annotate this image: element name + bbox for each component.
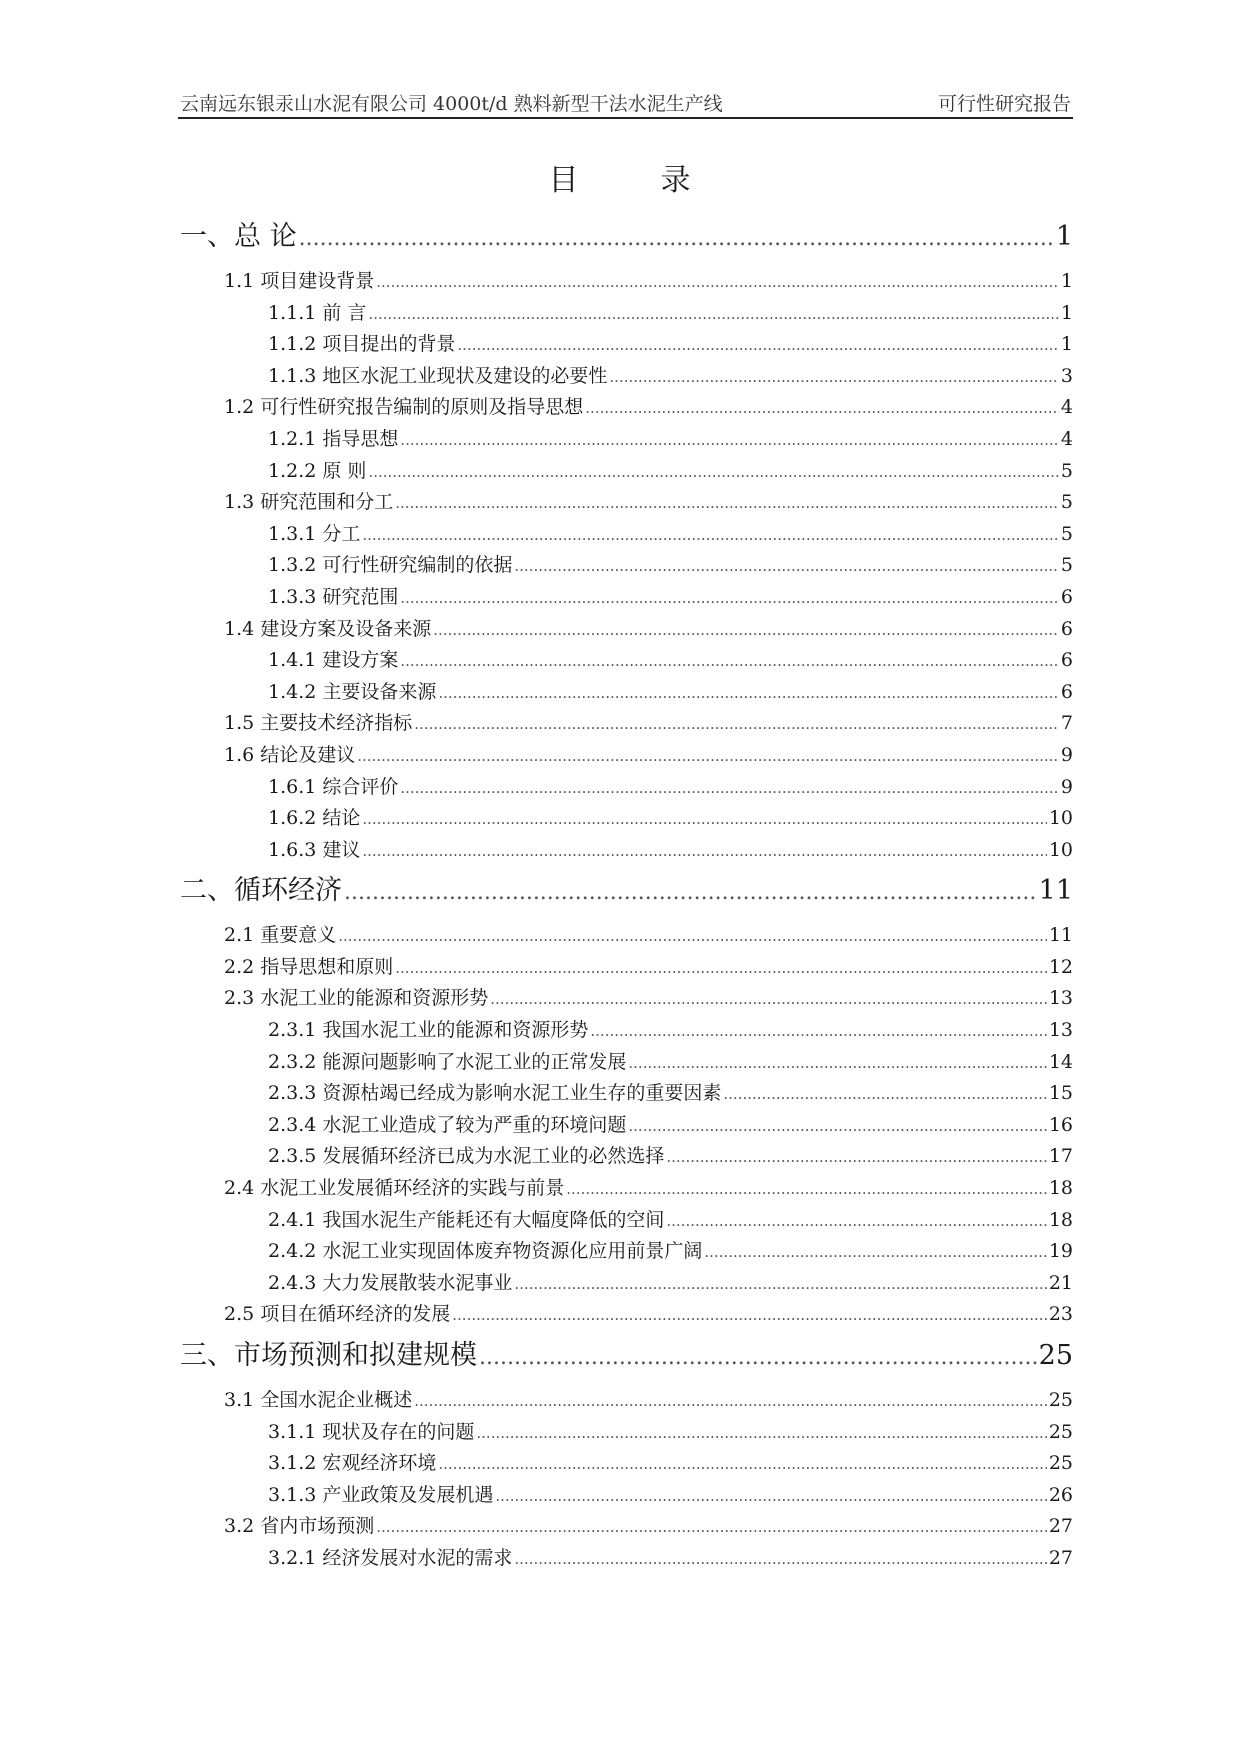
toc-entry-page-number: 19 [1048, 1240, 1073, 1263]
toc-entry-label: 1.6 结论及建议 [224, 743, 356, 766]
toc-entry-level-2[interactable] [180, 1173, 1073, 1205]
toc-entry-level-2[interactable] [180, 1385, 1073, 1417]
toc-entry-level-1[interactable] [180, 868, 1073, 914]
toc-entry-label: 二、循环经济 [180, 875, 342, 907]
toc-dot-leader [479, 1335, 1037, 1381]
toc-dot-leader [514, 1269, 1046, 1301]
toc-entry-page-number: 9 [1060, 743, 1073, 766]
toc-entry-level-3[interactable] [180, 803, 1073, 835]
toc-entry-level-3[interactable] [180, 1543, 1073, 1575]
toc-entry-label: 3.2.1 经济发展对水泥的需求 [268, 1546, 513, 1569]
toc-entry-label: 1.6.3 建议 [268, 838, 361, 861]
toc-dot-leader [628, 1111, 1046, 1143]
toc-entry-label: 2.3.5 发展循环经济已成为水泥工业的必然选择 [268, 1145, 665, 1168]
toc-entry-label: 一、总 论 [180, 221, 297, 252]
toc-dot-leader [400, 773, 1059, 805]
toc-entry-page-number: 27 [1048, 1515, 1073, 1538]
toc-entry-label: 1.4 建设方案及设备来源 [224, 617, 432, 640]
header-divider [178, 117, 1073, 119]
toc-dot-leader [495, 1481, 1046, 1513]
toc-dot-leader [395, 488, 1059, 520]
toc-entry-page-number: 11 [1038, 875, 1073, 907]
toc-entry-level-3[interactable] [180, 1417, 1073, 1449]
toc-entry-label: 2.5 项目在循环经济的发展 [224, 1303, 451, 1326]
toc-entry-page-number: 18 [1048, 1208, 1073, 1231]
toc-entry-page-number: 5 [1060, 522, 1073, 545]
toc-entry-level-3[interactable] [180, 519, 1073, 551]
toc-entry-level-2[interactable] [180, 920, 1073, 952]
toc-entry-level-1[interactable] [180, 1333, 1073, 1379]
toc-entry-page-number: 18 [1048, 1177, 1073, 1200]
toc-dot-leader [400, 646, 1059, 678]
toc-entry-level-3[interactable] [180, 456, 1073, 488]
toc-entry-level-3[interactable] [180, 361, 1073, 393]
toc-entry-page-number: 1 [1055, 221, 1073, 252]
toc-entry-level-3[interactable] [180, 1078, 1073, 1110]
toc-title-char-2: 录 [660, 163, 693, 198]
toc-entry-page-number: 17 [1048, 1145, 1073, 1168]
toc-dot-leader [344, 870, 1037, 916]
toc-entry-page-number: 27 [1048, 1546, 1073, 1569]
toc-entry-label: 2.3.1 我国水泥工业的能源和资源形势 [268, 1019, 589, 1042]
toc-dot-leader [476, 1418, 1046, 1450]
toc-dot-leader [609, 362, 1059, 394]
toc-entry-level-2[interactable] [180, 952, 1073, 984]
toc-entry-level-3[interactable] [180, 1480, 1073, 1512]
toc-entry-label: 三、市场预测和拟建规模 [180, 1340, 477, 1371]
toc-entry-label: 3.1.2 宏观经济环境 [268, 1452, 437, 1475]
toc-dot-leader [395, 953, 1047, 985]
toc-entry-page-number: 12 [1048, 955, 1073, 978]
toc-dot-leader [299, 216, 1054, 262]
toc-entry-level-2[interactable] [180, 1299, 1073, 1331]
toc-dot-leader [433, 615, 1059, 647]
toc-entry-page-number: 4 [1060, 427, 1073, 450]
toc-dot-leader [400, 583, 1059, 615]
toc-entry-label: 2.3 水泥工业的能源和资源形势 [224, 987, 489, 1010]
toc-entry-level-2[interactable] [180, 708, 1073, 740]
toc-entry-page-number: 16 [1048, 1113, 1073, 1136]
toc-entry-page-number: 25 [1038, 1340, 1073, 1371]
toc-entry-label: 1.1.1 前 言 [268, 301, 367, 324]
toc-entry-page-number: 10 [1048, 807, 1073, 830]
toc-entry-label: 2.1 重要意义 [224, 924, 337, 947]
toc-entry-label: 1.1.3 地区水泥工业现状及建设的必要性 [268, 364, 608, 387]
toc-dot-leader [368, 299, 1058, 331]
toc-dot-leader [628, 1048, 1046, 1080]
table-of-contents [180, 212, 1073, 1575]
toc-entry-level-3[interactable] [180, 298, 1073, 330]
toc-entry-page-number: 7 [1060, 712, 1073, 735]
toc-entry-page-number: 14 [1048, 1050, 1073, 1073]
toc-entry-label: 2.3.4 水泥工业造成了较为严重的环境问题 [268, 1113, 627, 1136]
toc-dot-leader [566, 1174, 1047, 1206]
toc-entry-label: 2.2 指导思想和原则 [224, 955, 394, 978]
toc-entry-page-number: 15 [1048, 1082, 1073, 1105]
toc-entry-level-3[interactable] [180, 1110, 1073, 1142]
toc-entry-label: 1.2.1 指导思想 [268, 427, 399, 450]
toc-entry-label: 2.3.3 资源枯竭已经成为影响水泥工业生存的重要因素 [268, 1082, 722, 1105]
toc-dot-leader [452, 1300, 1047, 1332]
toc-entry-label: 3.1.3 产业政策及发展机遇 [268, 1483, 494, 1506]
header-document-title: 云南远东银汞山水泥有限公司 4000t/d 熟料新型干法水泥生产线 [180, 93, 723, 115]
toc-entry-page-number: 1 [1060, 333, 1073, 356]
toc-entry-level-3[interactable] [180, 1236, 1073, 1268]
toc-title [0, 155, 1241, 199]
toc-dot-leader [376, 1512, 1047, 1544]
toc-entry-label: 2.4.1 我国水泥生产能耗还有大幅度降低的空间 [268, 1208, 665, 1231]
toc-entry-page-number: 21 [1048, 1271, 1073, 1294]
toc-entry-label: 1.3 研究范围和分工 [224, 491, 394, 514]
toc-entry-page-number: 1 [1060, 270, 1073, 292]
running-header [180, 86, 1071, 116]
toc-dot-leader [514, 1544, 1046, 1576]
toc-entry-label: 2.3.2 能源问题影响了水泥工业的正常发展 [268, 1050, 627, 1073]
toc-entry-page-number: 5 [1060, 459, 1073, 482]
toc-entry-page-number: 9 [1060, 775, 1073, 798]
toc-entry-label: 2.4 水泥工业发展循环经济的实践与前景 [224, 1177, 565, 1200]
toc-entry-page-number: 1 [1060, 301, 1073, 324]
toc-entry-label: 1.6.2 结论 [268, 807, 361, 830]
toc-dot-leader [414, 709, 1059, 741]
toc-entry-label: 2.4.3 大力发展散装水泥事业 [268, 1271, 513, 1294]
toc-entry-label: 1.4.2 主要设备来源 [268, 680, 437, 703]
toc-entry-page-number: 13 [1048, 987, 1073, 1010]
toc-dot-leader [438, 678, 1059, 710]
toc-dot-leader [414, 1386, 1047, 1418]
toc-entry-level-2[interactable] [180, 614, 1073, 646]
toc-entry-page-number: 25 [1048, 1420, 1073, 1443]
toc-entry-level-1[interactable] [180, 214, 1073, 260]
toc-entry-level-3[interactable] [180, 1141, 1073, 1173]
toc-entry-page-number: 11 [1048, 924, 1073, 947]
toc-entry-label: 1.3.2 可行性研究编制的依据 [268, 554, 513, 577]
toc-entry-page-number: 6 [1060, 649, 1073, 672]
toc-dot-leader [457, 330, 1059, 362]
toc-dot-leader [357, 741, 1059, 773]
toc-entry-page-number: 25 [1048, 1389, 1073, 1411]
toc-entry-label: 1.3.1 分工 [268, 522, 361, 545]
toc-entry-level-3[interactable] [180, 677, 1073, 709]
toc-entry-level-3[interactable] [180, 329, 1073, 361]
toc-entry-level-3[interactable] [180, 1047, 1073, 1079]
toc-dot-leader [704, 1237, 1046, 1269]
toc-dot-leader [666, 1142, 1046, 1174]
toc-dot-leader [514, 551, 1059, 583]
toc-entry-level-2[interactable] [180, 392, 1073, 424]
toc-entry-level-2[interactable] [180, 487, 1073, 519]
toc-entry-level-2[interactable] [180, 740, 1073, 772]
toc-entry-level-3[interactable] [180, 835, 1073, 867]
toc-entry-level-2[interactable] [180, 266, 1073, 298]
toc-entry-label: 3.2 省内市场预测 [224, 1515, 375, 1538]
toc-entry-level-3[interactable] [180, 424, 1073, 456]
toc-entry-page-number: 23 [1048, 1303, 1073, 1326]
toc-entry-label: 1.2.2 原 则 [268, 459, 367, 482]
toc-title-char-1: 目 [548, 163, 581, 198]
toc-entry-label: 1.3.3 研究范围 [268, 585, 399, 608]
toc-entry-label: 1.6.1 综合评价 [268, 775, 399, 798]
toc-entry-page-number: 26 [1048, 1483, 1073, 1506]
toc-entry-label: 1.4.1 建设方案 [268, 649, 399, 672]
toc-dot-leader [400, 425, 1059, 457]
toc-entry-page-number: 6 [1060, 585, 1073, 608]
toc-dot-leader [590, 1016, 1046, 1048]
toc-entry-label: 3.1.1 现状及存在的问题 [268, 1420, 475, 1443]
toc-dot-leader [362, 836, 1046, 868]
toc-entry-label: 1.1.2 项目提出的背景 [268, 333, 456, 356]
toc-entry-label: 3.1 全国水泥企业概述 [224, 1389, 413, 1411]
toc-entry-page-number: 10 [1048, 838, 1073, 861]
toc-entry-label: 1.2 可行性研究报告编制的原则及指导思想 [224, 396, 584, 419]
header-report-type: 可行性研究报告 [937, 93, 1071, 115]
toc-dot-leader [362, 804, 1046, 836]
toc-entry-level-3[interactable] [180, 1268, 1073, 1300]
toc-entry-page-number: 13 [1048, 1019, 1073, 1042]
toc-dot-leader [490, 984, 1047, 1016]
toc-entry-page-number: 6 [1060, 680, 1073, 703]
toc-dot-leader [666, 1206, 1046, 1238]
toc-dot-leader [362, 520, 1059, 552]
toc-dot-leader [376, 267, 1059, 299]
toc-entry-level-3[interactable] [180, 1448, 1073, 1480]
toc-entry-page-number: 5 [1060, 491, 1073, 514]
toc-entry-level-2[interactable] [180, 983, 1073, 1015]
toc-entry-label: 1.5 主要技术经济指标 [224, 712, 413, 735]
toc-dot-leader [368, 457, 1058, 489]
toc-entry-page-number: 6 [1060, 617, 1073, 640]
toc-entry-level-3[interactable] [180, 582, 1073, 614]
toc-entry-page-number: 5 [1060, 554, 1073, 577]
toc-entry-level-2[interactable] [180, 1511, 1073, 1543]
toc-entry-level-3[interactable] [180, 1205, 1073, 1237]
toc-entry-level-3[interactable] [180, 1015, 1073, 1047]
toc-entry-level-3[interactable] [180, 772, 1073, 804]
toc-entry-page-number: 4 [1060, 396, 1073, 419]
toc-dot-leader [585, 393, 1059, 425]
toc-entry-page-number: 3 [1060, 364, 1073, 387]
toc-entry-page-number: 25 [1048, 1452, 1073, 1475]
toc-entry-label: 1.1 项目建设背景 [224, 270, 375, 292]
toc-entry-level-3[interactable] [180, 645, 1073, 677]
toc-entry-level-3[interactable] [180, 550, 1073, 582]
toc-dot-leader [723, 1079, 1046, 1111]
toc-entry-label: 2.4.2 水泥工业实现固体废弃物资源化应用前景广阔 [268, 1240, 703, 1263]
toc-dot-leader [438, 1449, 1046, 1481]
toc-dot-leader [338, 921, 1047, 953]
